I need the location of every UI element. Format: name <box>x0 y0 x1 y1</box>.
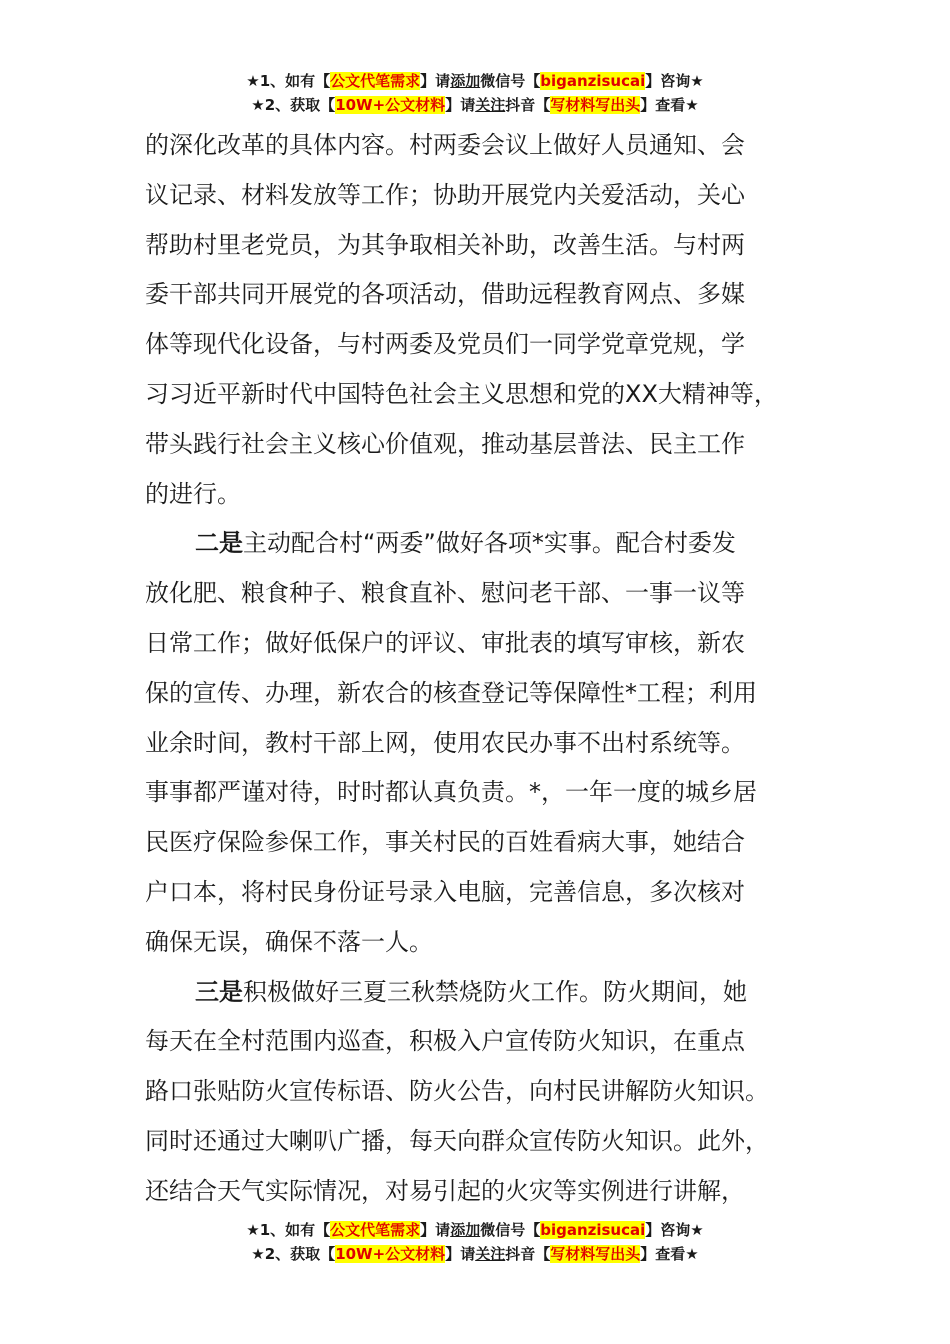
text-line: 保的宣传、办理，新农合的核查登记等保障性*工程；利用 <box>145 678 757 707</box>
header-banner <box>0 69 950 117</box>
wechat-id: biganzisucai <box>540 1221 646 1239</box>
document-body <box>145 121 835 1217</box>
banner-line-1: ★1、如有【公文代笔需求】请添加微信号【biganzisucai】咨询★ <box>246 1221 704 1239</box>
banner-line-2: ★2、获取【10W+公文材料】请关注抖音【写材料写出头】查看★ <box>251 1245 699 1263</box>
text-line: 每天在全村范围内巡查，积极入户宣传防火知识，在重点 <box>145 1027 745 1056</box>
text-line: 的进行。 <box>145 479 241 508</box>
douyin-account: 写材料写出头 <box>550 1245 641 1263</box>
text-line: 二是主动配合村“两委”做好各项*实事。配合村委发 <box>195 529 736 558</box>
highlight-service: 公文代笔需求 <box>330 1221 421 1239</box>
text-line: 确保无误，确保不落一人。 <box>145 927 433 956</box>
text-line: 带头践行社会主义核心价值观，推动基层普法、民主工作 <box>145 429 745 458</box>
text-line: 路口张贴防火宣传标语、防火公告，向村民讲解防火知识。 <box>145 1077 769 1106</box>
text-line: 放化肥、粮食种子、粮食直补、慰问老干部、一事一议等 <box>145 579 745 608</box>
text-line: 业余时间，教村干部上网，使用农民办事不出村系统等。 <box>145 728 745 757</box>
text-line: 三是积极做好三夏三秋禁烧防火工作。防火期间，她 <box>195 977 747 1006</box>
text-line: 委干部共同开展党的各项活动，借助远程教育网点、多媒 <box>145 280 745 309</box>
text-line: 同时还通过大喇叭广播，每天向群众宣传防火知识。此外， <box>145 1126 769 1155</box>
text-line: 还结合天气实际情况，对易引起的火灾等实例进行讲解， <box>145 1176 745 1205</box>
douyin-account: 写材料写出头 <box>550 96 641 114</box>
text-line: 事事都严谨对待，时时都认真负责。*，一年一度的城乡居 <box>145 778 757 807</box>
text-line: 日常工作；做好低保户的评议、审批表的填写审核，新农 <box>145 628 745 657</box>
text-line: 帮助村里老党员，为其争取相关补助，改善生活。与村两 <box>145 230 745 259</box>
paragraph-3 <box>145 968 835 1217</box>
highlight-materials: 10W+公文材料 <box>335 96 446 114</box>
banner-line-1: ★1、如有【公文代笔需求】请添加微信号【biganzisucai】咨询★ <box>246 72 704 90</box>
paragraph-lead: 三是 <box>195 977 243 1006</box>
text-line: 的深化改革的具体内容。村两委会议上做好人员通知、会 <box>145 131 745 159</box>
text-line: 习习近平新时代中国特色社会主义思想和党的XX大精神等， <box>145 379 778 408</box>
banner-line-2: ★2、获取【10W+公文材料】请关注抖音【写材料写出头】查看★ <box>251 96 699 114</box>
text-line: 户口本，将村民身份证号录入电脑，完善信息，多次核对 <box>145 877 745 906</box>
paragraph-1 <box>145 121 835 519</box>
paragraph-lead: 二是 <box>195 529 243 558</box>
highlight-materials: 10W+公文材料 <box>335 1245 446 1263</box>
highlight-service: 公文代笔需求 <box>330 72 421 90</box>
paragraph-2 <box>145 519 835 967</box>
text-line: 议记录、材料发放等工作；协助开展党内关爱活动，关心 <box>145 180 745 209</box>
text-line: 体等现代化设备，与村两委及党员们一同学党章党规，学 <box>145 330 745 359</box>
wechat-id: biganzisucai <box>540 72 646 90</box>
footer-banner <box>0 1218 950 1266</box>
text-line: 民医疗保险参保工作，事关村民的百姓看病大事，她结合 <box>145 828 745 857</box>
